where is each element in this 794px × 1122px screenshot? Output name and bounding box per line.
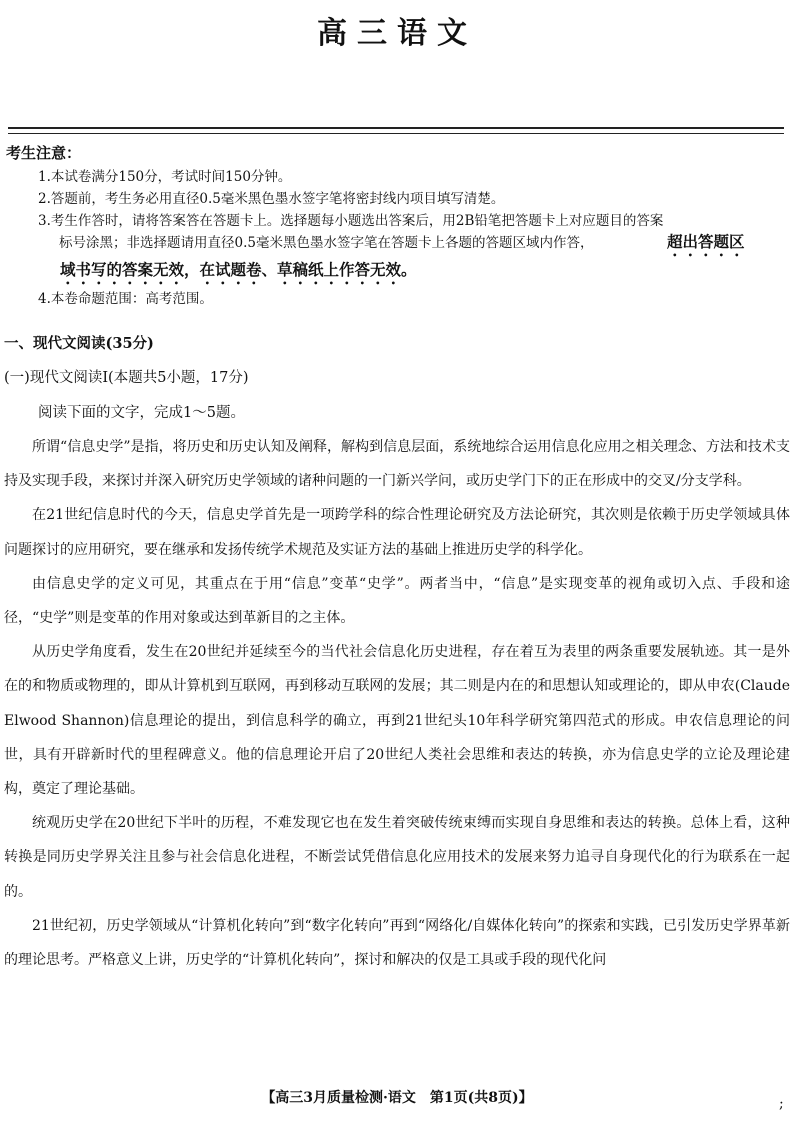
notice-emphasis-line: 域书写的答案无效，在试题卷、草稿纸上作答无效。	[60, 261, 417, 279]
passage-paragraph-1: 所谓“信息史学”是指，将历史和历史认知及阐释，解构到信息层面，系统地综合运用信息化应用之相关理念、方法和技术支持及实现手段，来探讨并深入研究历史学领域的诸种问题的一门新兴学问，或历史学门下的正在形成中的交叉/分支学科。	[4, 439, 790, 490]
notice-emphasis-start: 超出答题区	[667, 233, 745, 251]
passage-paragraph-2: 在21世纪信息时代的今天，信息史学首先是一项跨学科的综合性理论研究及方法论研究，其次则是依赖于历史学领域具体问题探讨的应用研究，要在继承和发扬传统学术规范及实证方法的基础上推进历史学的科学化。	[4, 507, 790, 558]
notice-heading: 考生注意：	[6, 144, 82, 162]
reading-instruction: 阅读下面的文字，完成1～5题。	[38, 405, 245, 421]
notice-item-1: 1.本试卷满分150分，考试时间150分钟。	[38, 169, 292, 185]
page-title: 高三语文	[317, 16, 477, 51]
subsection-heading: (一)现代文阅读Ⅰ(本题共5小题，17分)	[4, 370, 249, 386]
passage-paragraph-4: 从历史学角度看，发生在20世纪并延续至今的当代社会信息化历史进程，存在着互为表里的两条重要发展轨迹。其一是外在的和物质或物理的，即从计算机到互联网，再到移动互联网的发展；其二则是内在的和思想认知或理论的，即从申农(Claude Elwood Shannon)信息理论的提出，到信息科学的确立，再到21世纪头10年科学研究第四范式的形成。申农信息理论的问世，具有开辟新时代的里程碑意义。他的信息理论开启了20世纪人类社会思维和表达的转换，亦为信息史学的立论及理论建构，奠定了理论基础。	[4, 644, 790, 798]
notice-item-3: 3.考生作答时，请将答案答在答题卡上。选择题每小题选出答案后，用2B铅笔把答题卡上对应题目的答案	[38, 213, 664, 229]
section-heading: 一、现代文阅读(35分)	[4, 335, 154, 352]
notice-item-4: 4.本卷命题范围：高考范围。	[38, 291, 213, 307]
header-rule-thin	[8, 133, 784, 134]
trailing-mark: ;	[779, 1096, 784, 1112]
notice-item-3-continued: 标号涂黑；非选择题请用直径0.5毫米黑色墨水签字笔在答题卡上各题的答题区域内作答，	[59, 235, 594, 251]
page-footer: 【高三3月质量检测·语文 第1页(共8页)】	[261, 1090, 533, 1106]
passage-paragraph-3: 由信息史学的定义可见，其重点在于用“信息”变革“史学”。两者当中，“信息”是实现变革的视角或切入点、手段和途径，“史学”则是变革的作用对象或达到革新目的之主体。	[4, 575, 790, 627]
reading-passage	[4, 430, 790, 977]
passage-paragraph-5: 统观历史学在20世纪下半叶的历程，不难发现它也在发生着突破传统束缚而实现自身思维和表达的转换。总体上看，这种转换是同历史学界关注且参与社会信息化进程，不断尝试凭借信息化应用技术的发展来努力追寻自身现代化的行为联系在一起的。	[4, 815, 790, 900]
passage-paragraph-6: 21世纪初，历史学领域从“计算机化转向”到“数字化转向”再到“网络化/自媒体化转向”的探索和实践，已引发历史学界革新的理论思考。严格意义上讲，历史学的“计算机化转向”，探讨和解决的仅是工具或手段的现代化问	[4, 917, 790, 969]
header-rule-thick	[8, 127, 784, 129]
notice-item-2: 2.答题前，考生务必用直径0.5毫米黑色墨水签字笔将密封线内项目填写清楚。	[38, 191, 505, 207]
